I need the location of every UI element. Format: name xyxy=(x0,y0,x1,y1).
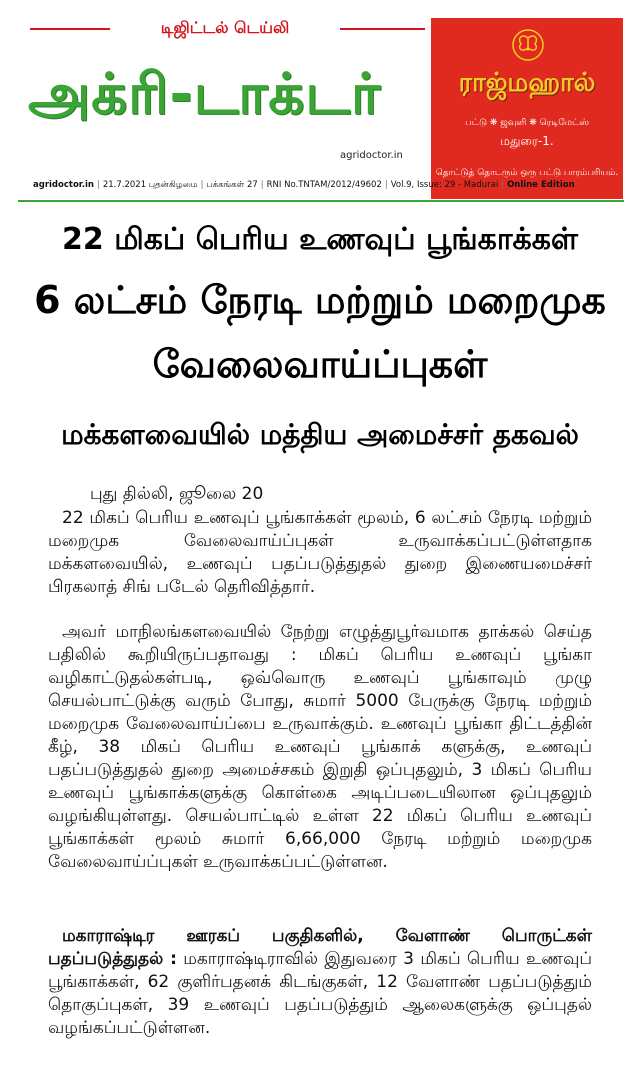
masthead-site-url[interactable]: agridoctor.in xyxy=(340,150,403,161)
masthead xyxy=(0,0,640,205)
ad-slogan: தொட்டுத் தொடரும் ஒரு பட்டு பாரம்பரியம். xyxy=(435,168,619,178)
subheadline: மக்களவையில் மத்திய அமைச்சர் தகவல் xyxy=(61,418,579,451)
headline-1: 22 மிகப் பெரிய உணவுப் பூங்காக்கள் xyxy=(62,222,578,257)
masthead-tagline: டிஜிட்டல் டெய்லி xyxy=(160,18,290,37)
headline-3: வேலைவாய்ப்புகள் xyxy=(152,342,488,386)
masthead-divider xyxy=(18,200,624,202)
butterfly-icon xyxy=(511,28,545,62)
paragraph-3 xyxy=(48,925,592,1040)
tagline-rule-left xyxy=(30,28,110,30)
masthead-logo: அக்ரி-டாக்டர் xyxy=(28,62,382,127)
tagline-rule-right xyxy=(340,28,425,30)
advertisement[interactable] xyxy=(431,18,623,199)
ad-brand: ராஜ்மஹால் xyxy=(458,68,596,98)
info-edition: Online Edition xyxy=(507,180,575,190)
paragraph-1: 22 மிகப் பெரிய உணவுப் பூங்காக்கள் மூலம், 6 லட்சம் நேரடி மற்றும் மறைமுக வேலைவாய்ப்புகள் உருவாக்கப்பட்டுள்ளதாக மக்களவையில், உணவுப் பதப்படுத்துதல் துறை இணையமைச்சர் பிரகலாத் சிங் படேல் தெரிவித்தார். xyxy=(48,508,592,597)
info-date: 21.7.2021 புதன்கிழமை xyxy=(102,179,198,190)
ad-city: மதுரை-1. xyxy=(500,134,554,148)
ad-items: பட்டு ❋ ஜவுளி ❋ ரெடிமேட்ஸ் xyxy=(465,118,589,128)
info-rni: RNI No.TNTAM/2012/49602 xyxy=(266,180,382,190)
dateline: புது தில்லி, ஜூலை 20 xyxy=(90,484,264,504)
paragraph-2: அவர் மாநிலங்களவையில் நேற்று எழுத்துபூர்வமாக தாக்கல் செய்த பதிலில் கூறியிருப்பதாவது : மிகப் பெரிய உணவுப் பூங்கா வழிகாட்டுதல்கள்படி, ஒவ்வொரு உணவுப் பூங்காவும் முழு செயல்பாட்டுக்கு வரும் போது, சுமார் 5000 பேருக்கு நேரடி மற்றும் மறைமுக வேலைவாய்ப்பை உருவாக்கும். உணவுப் பூங்கா திட்டத்தின் கீழ், 38 மிகப் பெரிய உணவுப் பூங்காக் களுக்கு, உணவுப் பதப்படுத்துதல் துறை அமைச்சகம் இறுதி ஒப்புதலும், 3 மிகப் பெரிய உணவுப் பூங்காக்களுக்கு கொள்கை அடிப்படையிலான ஒப்புதலும் வழங்கியுள்ளது. செயல்பாட்டில் உள்ள 22 மிகப் பெரிய உணவுப் பூங்காக்கள் மூலம் சுமார் 6,66,000 நேரடி மற்றும் மறைமுக வேலைவாய்ப்புகள் உருவாக்கப்பட்டுள்ளன. xyxy=(48,622,592,872)
info-site: agridoctor.in xyxy=(33,180,94,190)
issue-info-bar: agridoctor.in | 21.7.2021 புதன்கிழமை | பக்கங்கள் 27 | RNI No.TNTAM/2012/49602 | Vol.9, Issue: 29 - Madurai | Online Edition xyxy=(30,176,430,194)
info-pages: பக்கங்கள் 27 xyxy=(206,179,258,190)
info-volume: Vol.9, Issue: 29 - Madurai xyxy=(390,180,499,190)
paragraph-3-lead: மகாராஷ்டிர ஊரகப் பகுதிகளில், வேளாண் பொருட்கள் பதப்படுத்துதல் : xyxy=(48,926,592,969)
paragraph-3-body: மகாராஷ்டிராவில் இதுவரை 3 மிகப் பெரிய உணவுப் பூங்காக்கள், 62 குளிர்பதனக் கிடங்குகள், 12 வேளாண் பதப்படுத்தும் தொகுப்புகள், 39 உணவுப் பதப்படுத்தும் ஆலைகளுக்கு ஒப்புதல் வழங்கப்பட்டுள்ளன. xyxy=(48,949,592,1038)
headline-2: 6 லட்சம் நேரடி மற்றும் மறைமுக xyxy=(34,278,606,322)
